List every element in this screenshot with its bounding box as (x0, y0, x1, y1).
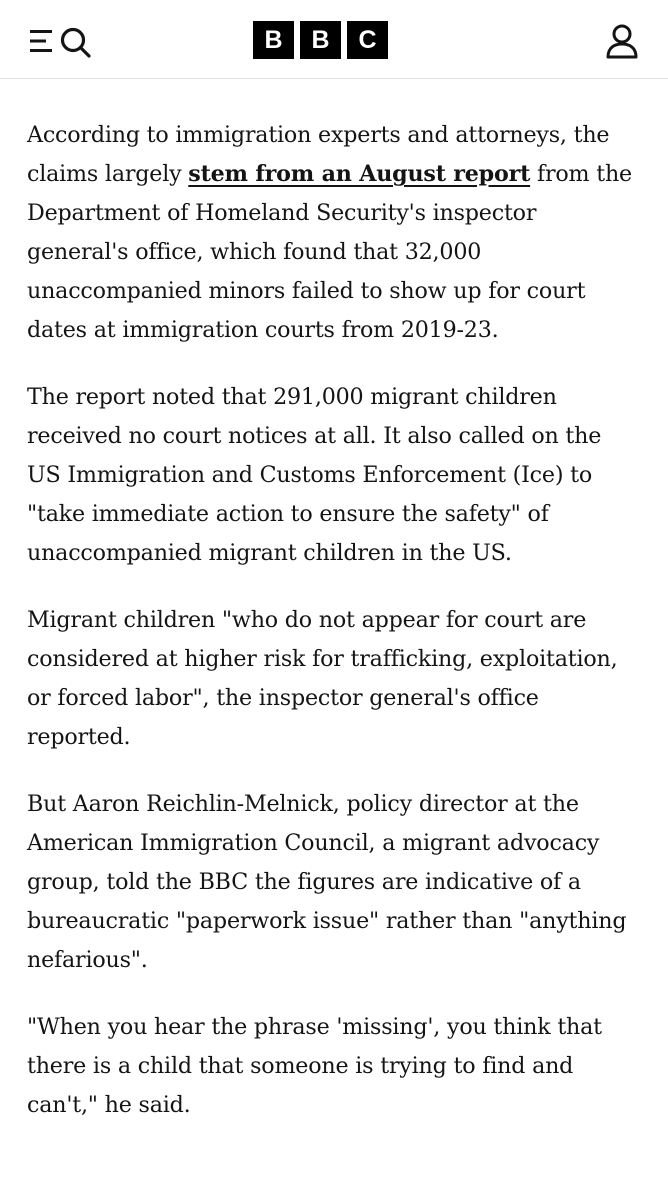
account-button[interactable] (604, 23, 640, 59)
logo-block: C (347, 21, 388, 59)
article-paragraph (27, 116, 639, 350)
search-icon (63, 30, 90, 57)
article-body (27, 116, 639, 1153)
article-paragraph: But Aaron Reichlin-Melnick, policy director at the American Immigration Council, a migrant advocacy group, told the BBC the figures are indicative of a bureaucratic "paperwork issue" rather than "anything nefarious". (27, 791, 627, 973)
article-paragraph: The report noted that 291,000 migrant children received no court notices at all. It also called on the US Immigration and Customs Enforcement (Ice) to "take immediate action to ensure the safety" of unaccompanied migrant children in the US. (27, 384, 602, 566)
menu-icon (30, 30, 52, 52)
account-icon (604, 23, 640, 59)
article-paragraph: Migrant children "who do not appear for court are considered at higher risk for trafficking, exploitation, or forced labor", the inspector general's office reported. (27, 607, 618, 750)
paragraph-text: from the Department of Homeland Security's inspector general's office, which found that 32,000 unaccompanied minors failed to show up for court dates at immigration courts from 2019-23. (27, 161, 632, 343)
site-header (0, 0, 668, 79)
bbc-logo[interactable] (253, 21, 388, 59)
august-report-link[interactable]: stem from an August report (188, 161, 531, 187)
paragraph-text: According to immigration experts and attorneys, the claims largely (27, 122, 610, 187)
menu-search-button[interactable] (30, 24, 94, 58)
article-paragraph: "When you hear the phrase 'missing', you think that there is a child that someone is trying to find and can't," he said. (27, 1014, 602, 1118)
logo-block: B (253, 21, 294, 59)
logo-block: B (300, 21, 341, 59)
